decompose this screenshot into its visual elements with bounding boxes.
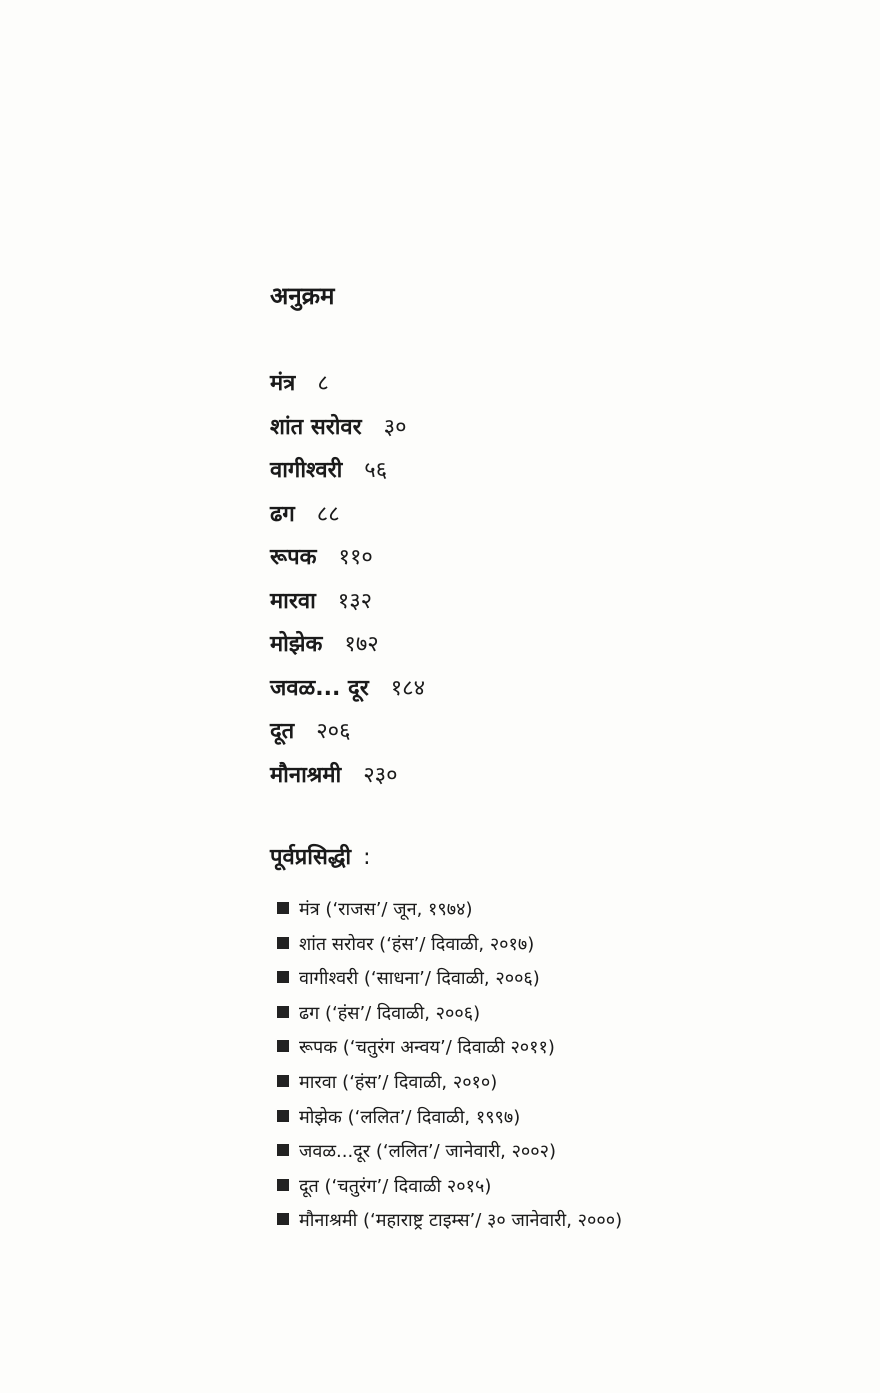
publications-heading-colon: : [363, 845, 371, 870]
toc-title: मारवा [270, 588, 316, 614]
toc-page-number: ३० [383, 414, 407, 440]
publication-text: रूपक (‘चतुरंग अन्वय’/ दिवाळी २०११) [299, 1037, 555, 1059]
publication-entry [277, 1170, 622, 1205]
square-bullet-icon [277, 1179, 289, 1191]
toc-page-number: २०६ [316, 719, 351, 744]
toc-title: मंत्र [270, 371, 296, 396]
publication-entry [277, 1135, 622, 1170]
toc-page-number: २३० [363, 762, 398, 788]
toc-page-number: ८ [317, 371, 329, 396]
toc-title: वागीश्वरी [270, 458, 343, 483]
publication-entry [277, 893, 622, 928]
square-bullet-icon [277, 1110, 289, 1122]
publication-text: दूत (‘चतुरंग’/ दिवाळी २०१५) [299, 1175, 492, 1197]
toc-entry [270, 667, 425, 711]
publication-entry [277, 1066, 622, 1101]
toc-entry [270, 754, 425, 798]
publication-entry [277, 1204, 622, 1239]
toc-page-number: १७२ [344, 632, 379, 657]
contents-list [270, 362, 425, 797]
toc-title: शांत सरोवर [270, 414, 362, 440]
toc-title: मौनाश्रमी [270, 762, 342, 788]
publication-entry [277, 1031, 622, 1066]
publication-text: वागीश्वरी (‘साधना’/ दिवाळी, २००६) [299, 968, 540, 990]
toc-page-number: ५६ [364, 458, 388, 483]
toc-title: जवळ... दूर [270, 675, 369, 701]
publication-text: मोझेक (‘ललित’/ दिवाळी, १९९७) [299, 1106, 521, 1128]
square-bullet-icon [277, 1075, 289, 1087]
toc-entry [270, 493, 425, 537]
square-bullet-icon [277, 937, 289, 949]
publication-text: मारवा (‘हंस’/ दिवाळी, २०१०) [299, 1071, 498, 1093]
square-bullet-icon [277, 1144, 289, 1156]
toc-title: ढग [270, 501, 295, 527]
toc-entry [270, 406, 425, 450]
toc-entry [270, 623, 425, 667]
publication-text: शांत सरोवर (‘हंस’/ दिवाळी, २०१७) [299, 933, 535, 955]
toc-entry [270, 362, 425, 406]
toc-page-number: ११० [338, 545, 373, 570]
toc-title: मोझेक [270, 632, 323, 657]
square-bullet-icon [277, 1006, 289, 1018]
square-bullet-icon [277, 971, 289, 983]
square-bullet-icon [277, 902, 289, 914]
toc-entry [270, 449, 425, 493]
publications-heading [270, 838, 371, 878]
publication-entry [277, 997, 622, 1032]
toc-entry [270, 580, 425, 624]
publication-entry [277, 1101, 622, 1136]
toc-entry [270, 710, 425, 754]
toc-page-number: १३२ [337, 588, 373, 614]
toc-entry [270, 536, 425, 580]
toc-title: रूपक [270, 545, 317, 570]
square-bullet-icon [277, 1213, 289, 1225]
publications-list [277, 893, 622, 1239]
publication-text: मौनाश्रमी (‘महाराष्ट्र टाइम्स’/ ३० जानेवारी, २०००) [299, 1210, 623, 1232]
toc-page-number: १८४ [390, 675, 426, 701]
publication-text: मंत्र (‘राजस’/ जून, १९७४) [299, 899, 473, 920]
square-bullet-icon [277, 1040, 289, 1052]
publication-text: ढग (‘हंस’/ दिवाळी, २००६) [299, 1002, 481, 1024]
publication-text: जवळ...दूर (‘ललित’/ जानेवारी, २००२) [299, 1141, 557, 1163]
contents-heading: अनुक्रम [270, 282, 335, 310]
toc-title: दूत [270, 719, 295, 744]
publications-heading-text: पूर्वप्रसिद्धी [270, 845, 352, 870]
publication-entry [277, 962, 622, 997]
toc-page-number: ८८ [316, 501, 340, 527]
publication-entry [277, 928, 622, 963]
